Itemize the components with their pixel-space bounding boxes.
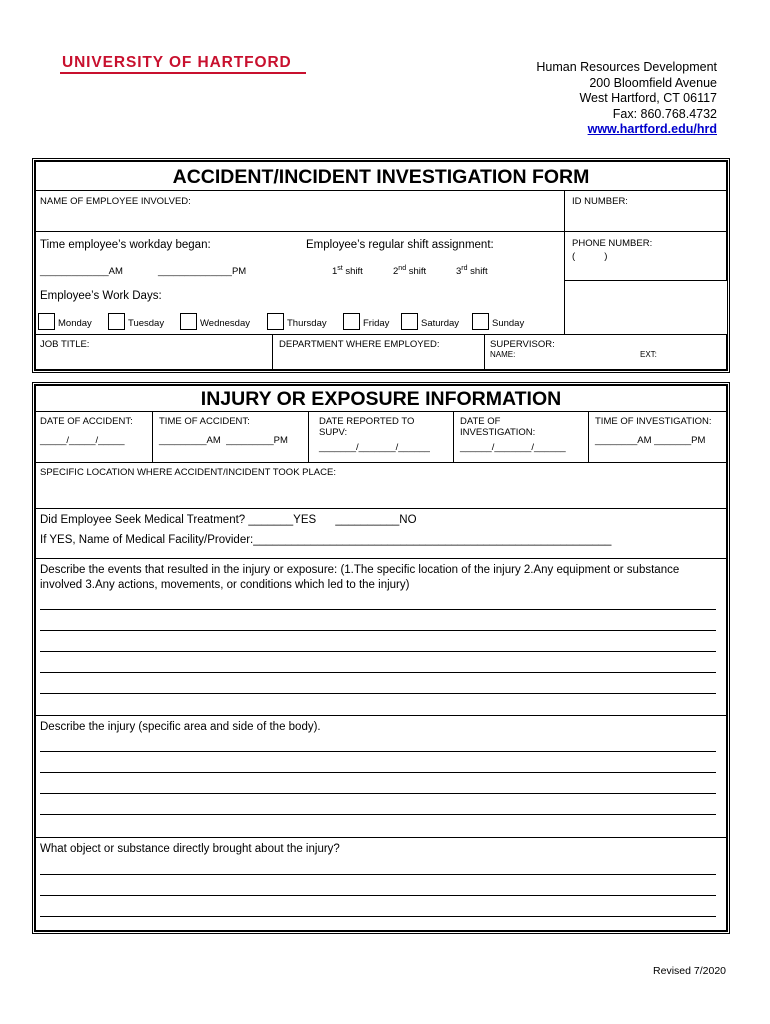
- injury-answer-line-2[interactable]: [40, 772, 716, 773]
- events-answer-line-2[interactable]: [40, 630, 716, 631]
- id-number-field[interactable]: [564, 190, 727, 232]
- saturday-label: Saturday: [421, 318, 460, 329]
- supervisor-field[interactable]: [484, 334, 727, 370]
- object-substance-prompt: What object or substance directly brought about the injury?: [40, 843, 340, 855]
- medical-treatment-question[interactable]: Did Employee Seek Medical Treatment? _______YES __________NO: [40, 514, 417, 526]
- address-line-1: Human Resources Development: [536, 60, 717, 74]
- thursday-label: Thursday: [287, 318, 327, 329]
- time-of-accident-blank: _________AM _________PM: [159, 435, 288, 446]
- shift-3rd-num: 3: [456, 266, 462, 278]
- phone-number-label: PHONE NUMBER:: [572, 238, 653, 249]
- department-field[interactable]: [272, 334, 485, 370]
- supervisor-label: SUPERVISOR:: [490, 339, 555, 350]
- workday-began-label: Time employee’s workday began:: [40, 239, 211, 251]
- monday-checkbox[interactable]: [38, 313, 55, 330]
- time-of-investigation-label: TIME OF INVESTIGATION:: [595, 416, 712, 427]
- section1-title-box: [35, 161, 727, 191]
- shift-2nd-sup: nd: [398, 265, 407, 272]
- object-answer-line-3[interactable]: [40, 916, 716, 917]
- accident-location-field[interactable]: [35, 462, 727, 509]
- logo-underline: [60, 72, 306, 74]
- medical-treatment-area: [35, 508, 727, 559]
- tuesday-checkbox[interactable]: [108, 313, 125, 330]
- shift-assignment-label: Employee’s regular shift assignment:: [306, 239, 494, 251]
- shift-1st-num: 1: [332, 266, 338, 278]
- shift-2nd-num: 2: [393, 266, 399, 278]
- events-answer-line-5[interactable]: [40, 693, 716, 694]
- revision-date: Revised 7/2020: [653, 965, 726, 977]
- phone-paren: ( ): [572, 251, 608, 262]
- injury-answer-line-3[interactable]: [40, 793, 716, 794]
- fax-number: Fax: 860.768.4732: [612, 106, 717, 121]
- phone-number-field[interactable]: [564, 231, 727, 281]
- employee-name-field[interactable]: [35, 190, 565, 232]
- supervisor-ext-label: EXT:: [640, 350, 657, 359]
- friday-checkbox[interactable]: [343, 313, 360, 330]
- object-answer-line-2[interactable]: [40, 895, 716, 896]
- date-reported-blank: _______/_______/______: [319, 442, 430, 453]
- shift-2nd[interactable]: [393, 265, 426, 277]
- university-logo: UNIVERSITY OF HARTFORD: [62, 54, 292, 71]
- website-link[interactable]: www.hartford.edu/hrd: [587, 122, 717, 136]
- events-answer-line-3[interactable]: [40, 651, 716, 652]
- injury-answer-line-1[interactable]: [40, 751, 716, 752]
- wednesday-checkbox[interactable]: [180, 313, 197, 330]
- shift-1st-sup: st: [337, 265, 343, 272]
- medical-facility-question[interactable]: If YES, Name of Medical Facility/Provider:________________________________________________________: [40, 534, 612, 546]
- work-days-label: Employee’s Work Days:: [40, 290, 162, 302]
- shift-3rd[interactable]: [456, 265, 488, 277]
- employee-name-label: NAME OF EMPLOYEE INVOLVED:: [40, 196, 191, 207]
- friday-label: Friday: [363, 318, 390, 329]
- address-line-3: West Hartford, CT 06117: [579, 91, 717, 105]
- date-of-accident-blank: _____/_____/_____: [40, 435, 125, 446]
- shift-1st-text: shift: [342, 266, 363, 278]
- shift-3rd-sup: rd: [461, 265, 468, 272]
- accident-location-label: SPECIFIC LOCATION WHERE ACCIDENT/INCIDENT TOOK PLACE:: [40, 467, 336, 478]
- form-title: ACCIDENT/INCIDENT INVESTIGATION FORM: [172, 166, 590, 188]
- date-of-accident-field[interactable]: [35, 411, 153, 463]
- shift-2nd-text: shift: [406, 266, 427, 278]
- section2-title-box: [35, 385, 727, 412]
- date-of-investigation-blank: ______/_______/______: [460, 442, 566, 453]
- sunday-checkbox[interactable]: [472, 313, 489, 330]
- time-of-investigation-blank: ________AM _______PM: [595, 435, 706, 446]
- date-of-accident-label: DATE OF ACCIDENT:: [40, 416, 133, 427]
- events-answer-line-1[interactable]: [40, 609, 716, 610]
- time-of-investigation-field[interactable]: [588, 411, 727, 463]
- shift-1st[interactable]: [332, 265, 363, 277]
- start-am-blank[interactable]: _____________AM: [40, 266, 123, 277]
- describe-injury-prompt: Describe the injury (specific area and side of the body).: [40, 721, 321, 733]
- events-answer-line-4[interactable]: [40, 672, 716, 673]
- saturday-checkbox[interactable]: [401, 313, 418, 330]
- time-of-accident-label: TIME OF ACCIDENT:: [159, 416, 250, 427]
- thursday-checkbox[interactable]: [267, 313, 284, 330]
- date-reported-field[interactable]: [308, 411, 454, 463]
- injury-answer-line-4[interactable]: [40, 814, 716, 815]
- address-line-2: 200 Bloomfield Avenue: [589, 75, 717, 90]
- job-title-field[interactable]: [35, 334, 273, 370]
- start-pm-blank[interactable]: ______________PM: [158, 266, 247, 277]
- sunday-label: Sunday: [492, 318, 525, 329]
- time-of-accident-field[interactable]: [152, 411, 309, 463]
- tuesday-label: Tuesday: [128, 318, 165, 329]
- date-of-investigation-label: DATE OF INVESTIGATION:: [460, 416, 536, 438]
- supervisor-name-label: NAME:: [490, 350, 516, 359]
- wednesday-label: Wednesday: [200, 318, 250, 329]
- object-answer-line-1[interactable]: [40, 874, 716, 875]
- describe-events-prompt: Describe the events that resulted in the injury or exposure: (1.The specific location of the injury 2.Any equipment or substance involved 3.Any actions, movements, or conditions which led to the injury): [40, 564, 680, 591]
- shift-3rd-text: shift: [467, 266, 488, 278]
- injury-section-title: INJURY OR EXPOSURE INFORMATION: [200, 388, 562, 410]
- department-label: DEPARTMENT WHERE EMPLOYED:: [279, 339, 440, 350]
- job-title-label: JOB TITLE:: [40, 339, 90, 350]
- describe-injury-area: [35, 715, 727, 838]
- monday-label: Monday: [58, 318, 92, 329]
- date-reported-label: DATE REPORTED TO SUPV:: [319, 416, 415, 438]
- date-of-investigation-field[interactable]: [453, 411, 589, 463]
- hr-address-block: [536, 60, 717, 138]
- id-number-label: ID NUMBER:: [572, 196, 628, 207]
